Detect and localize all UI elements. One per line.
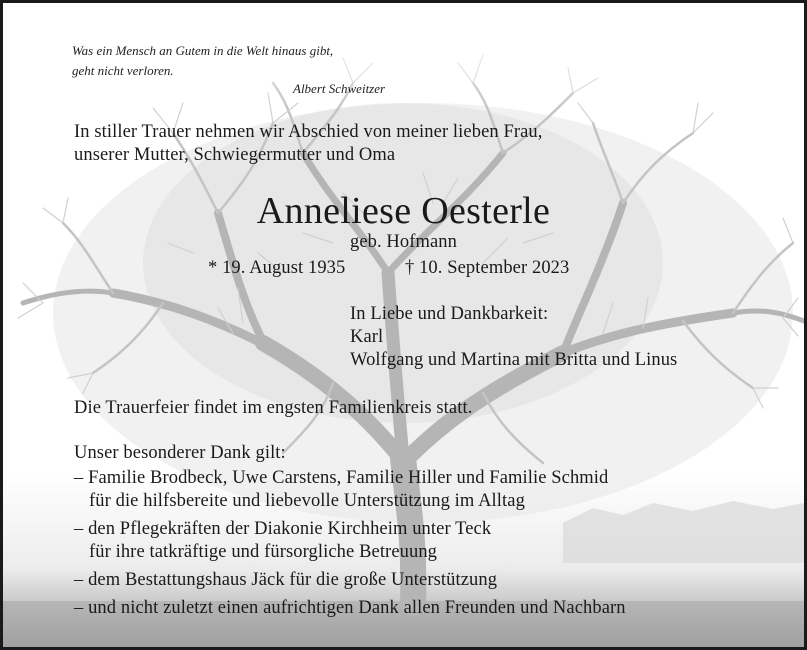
intro-line-2: unserer Mutter, Schwiegermutter und Oma: [74, 145, 396, 165]
thanks-item: – und nicht zuletzt einen aufrichtigen Dank allen Freunden und Nachbarn: [74, 598, 626, 618]
thanks-item-continuation: für die hilfsbereite und liebevolle Unterstützung im Alltag: [89, 491, 525, 511]
quote-line-2: geht nicht verloren.: [72, 63, 174, 78]
birth-name: geb. Hofmann: [349, 232, 458, 252]
mourners-heading: In Liebe und Dankbarkeit:: [350, 304, 549, 324]
birth-date: * 19. August 1935: [208, 258, 346, 278]
thanks-item: – Familie Brodbeck, Uwe Carstens, Familie Hiller und Familie Schmid: [74, 468, 609, 488]
mourner-name: Wolfgang und Martina mit Britta und Linus: [350, 350, 678, 370]
death-date: † 10. September 2023: [405, 258, 570, 278]
thanks-item-continuation: für ihre tatkräftige und fürsorgliche Betreuung: [89, 542, 438, 562]
quote-line-1: Was ein Mensch an Gutem in die Welt hinaus gibt,: [72, 43, 334, 58]
thanks-item: – den Pflegekräften der Diakonie Kirchheim unter Teck: [74, 519, 492, 539]
quote-author: Albert Schweitzer: [293, 81, 386, 96]
intro-line-1: In stiller Trauer nehmen wir Abschied von meiner lieben Frau,: [74, 122, 543, 142]
funeral-note: Die Trauerfeier findet im engsten Familienkreis statt.: [74, 398, 473, 418]
mourner-name: Karl: [350, 327, 384, 347]
thanks-item: – dem Bestattungshaus Jäck für die große Unterstützung: [74, 570, 498, 590]
deceased-name: Anneliese Oesterle: [256, 190, 551, 232]
thanks-heading: Unser besonderer Dank gilt:: [74, 443, 286, 463]
notice-content: [3, 3, 804, 647]
